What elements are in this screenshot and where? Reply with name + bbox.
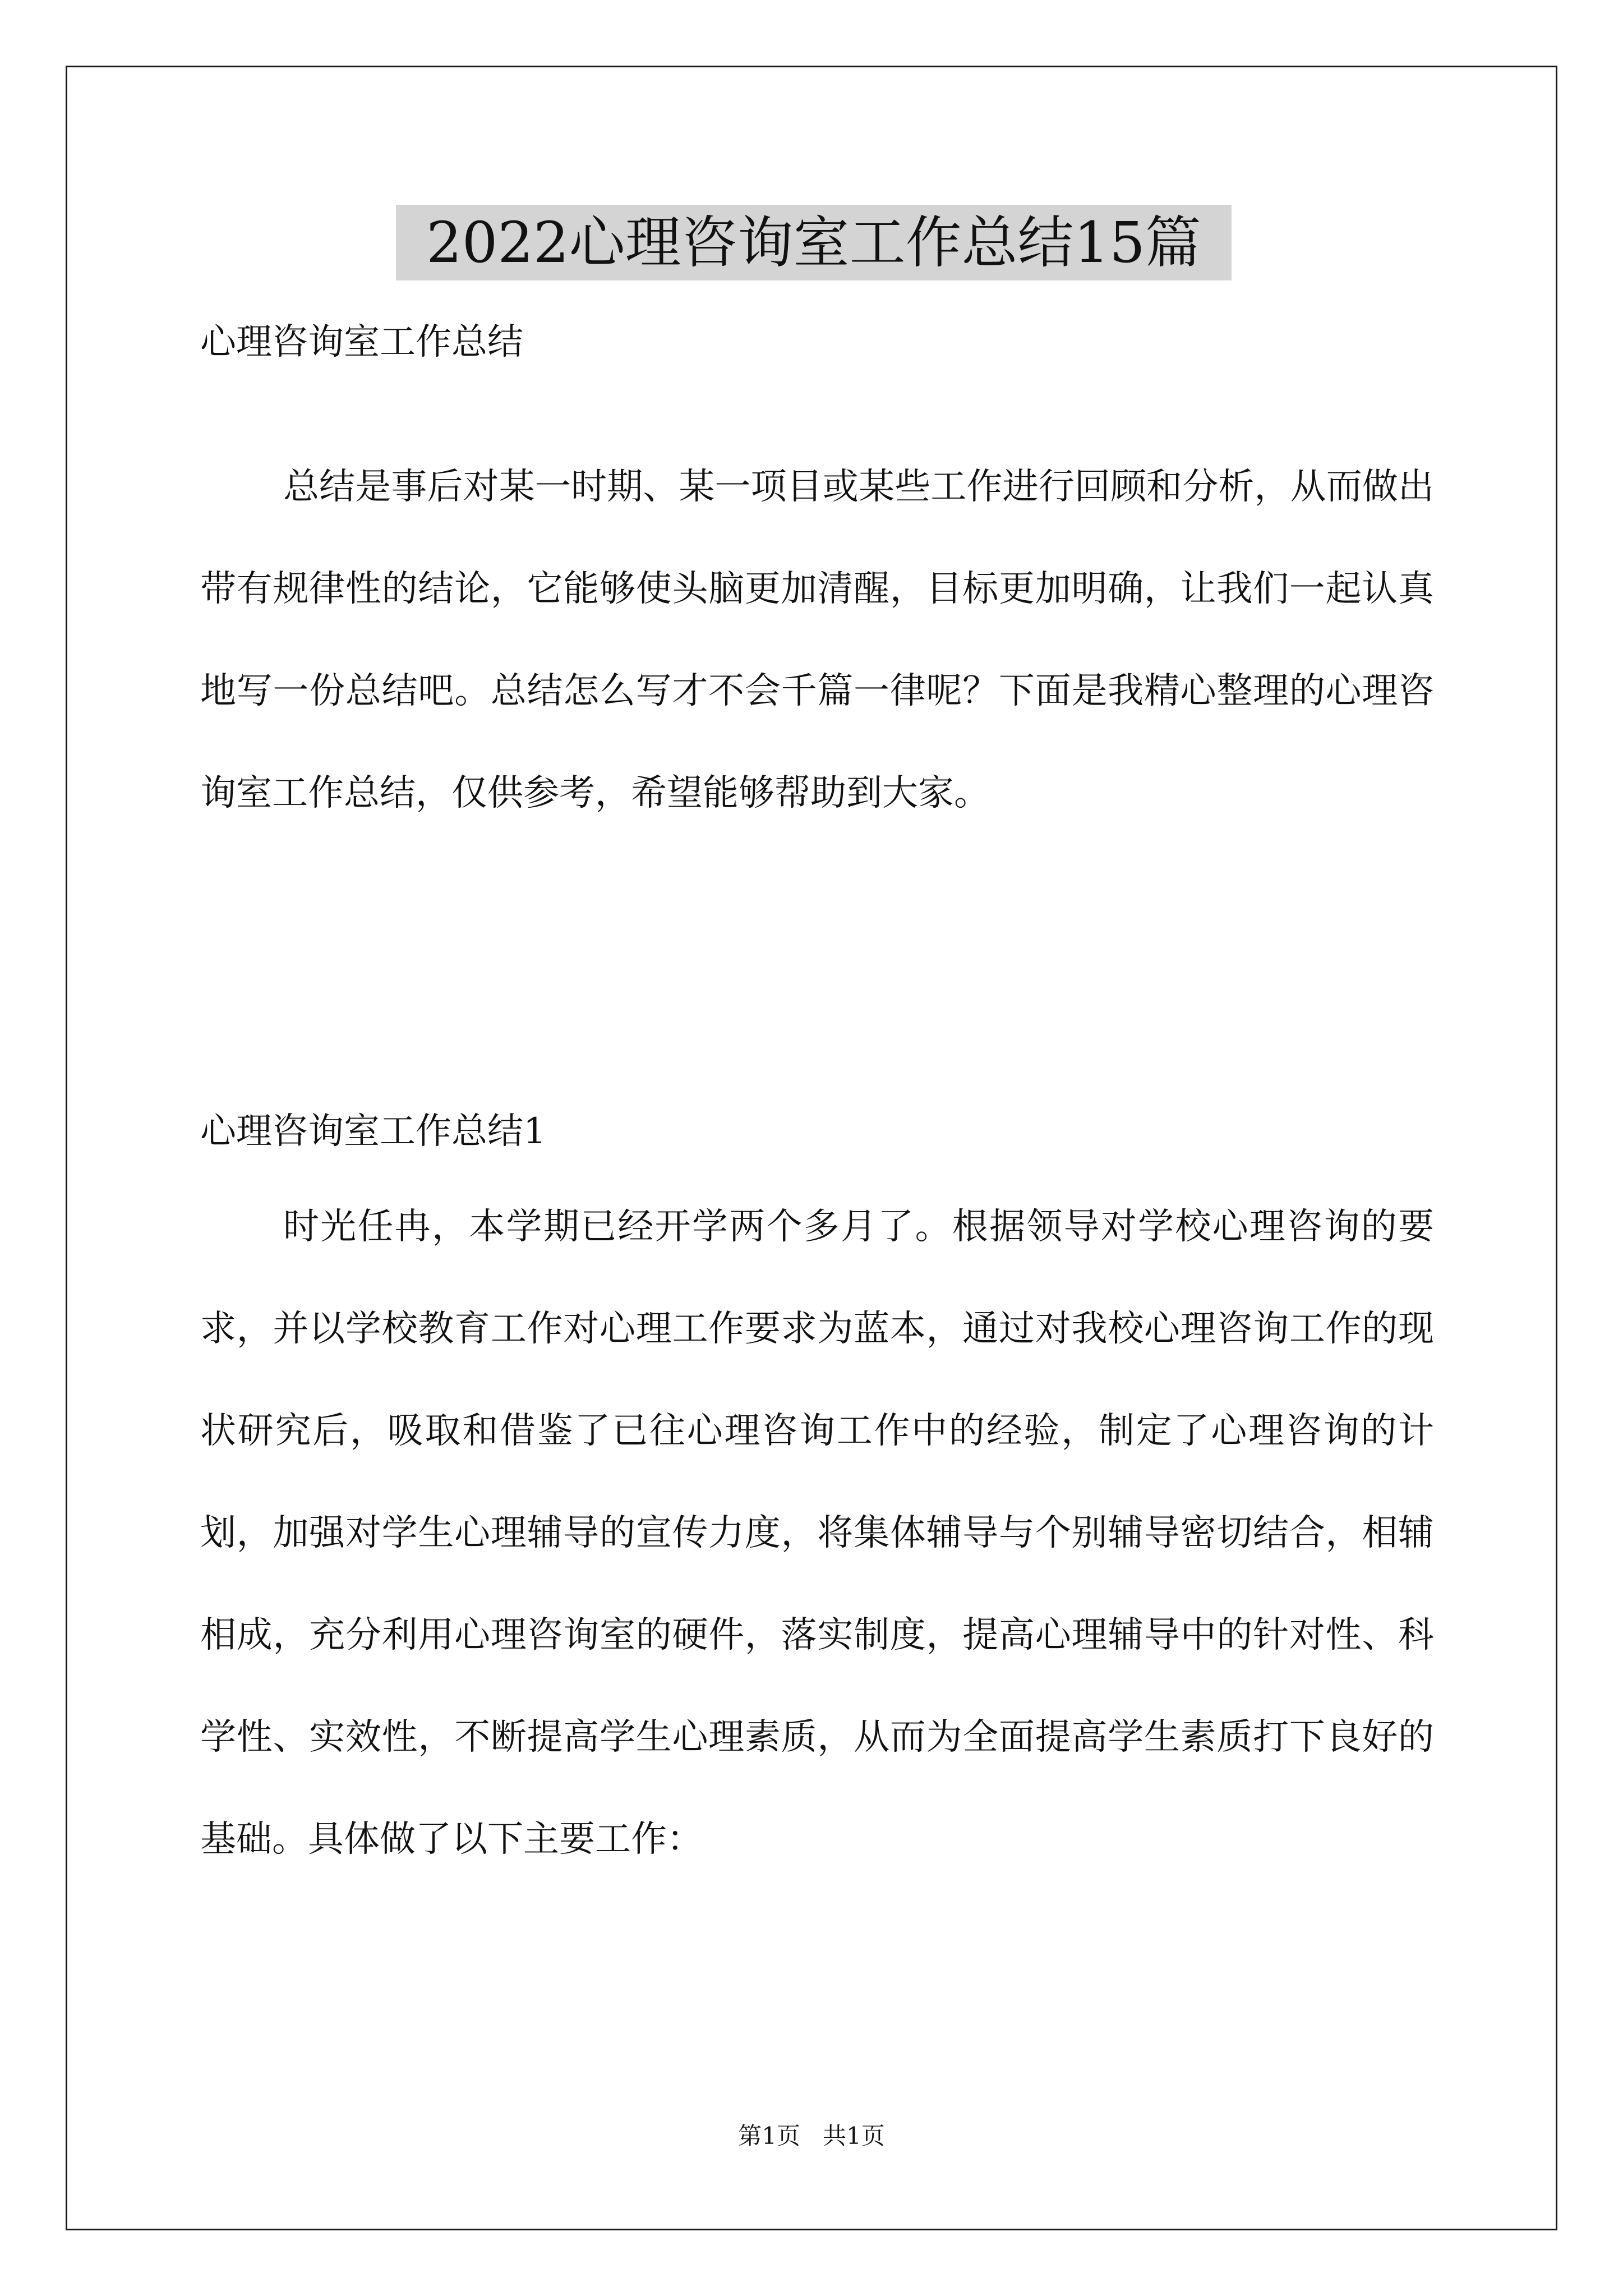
section-1-paragraph: 时光任冉，本学期已经开学两个多月了。根据领导对学校心理咨询的要求，并以学校教育工作对心理工作要求为蓝本，通过对我校心理咨询工作的现状研究后，吸取和借鉴了已往心理咨询工作中的经验，制定了心理咨询的计划，加强对学生心理辅导的宣传力度，将集体辅导与个别辅导密切结合，相辅相成，充分利用心理咨询室的硬件，落实制度，提高心理辅导中的针对性、科学性、实效性，不断提高学生心理素质，从而为全面提高学生素质打下良好的基础。具体做了以下主要工作：	[200, 1206, 1434, 1860]
page-footer: 第1页 共1页	[738, 2122, 885, 2150]
intro-heading: 心理咨询室工作总结	[200, 321, 523, 363]
intro-paragraph: 总结是事后对某一时期、某一项目或某些工作进行回顾和分析，从而做出带有规律性的结论，它能够使头脑更加清醒，目标更加明确，让我们一起认真地写一份总结吧。总结怎么写才不会千篇一律呢？下面是我精心整理的心理咨询室工作总结，仅供参考，希望能够帮助到大家。	[200, 466, 1434, 814]
document-title: 2022心理咨询室工作总结15篇	[396, 205, 1232, 280]
section-1-heading: 心理咨询室工作总结1	[200, 1111, 546, 1152]
